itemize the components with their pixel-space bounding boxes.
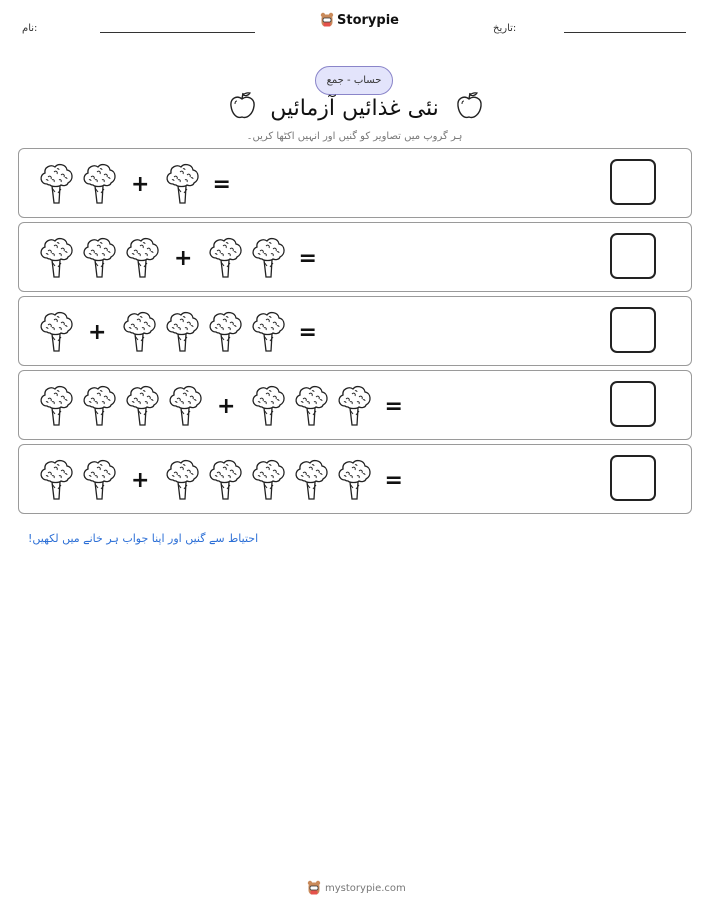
equals-sign: = — [298, 245, 317, 271]
broccoli-icon — [335, 458, 373, 502]
problem-row — [18, 296, 692, 366]
broccoli-icon — [80, 458, 118, 502]
problem-row — [18, 370, 692, 440]
broccoli-icon — [206, 236, 244, 280]
broccoli-icon — [249, 310, 287, 354]
problem-items — [37, 458, 403, 502]
broccoli-icon — [80, 236, 118, 280]
broccoli-icon — [120, 310, 158, 354]
broccoli-icon — [249, 384, 287, 428]
broccoli-icon — [123, 384, 161, 428]
plus-sign: + — [131, 467, 150, 493]
answer-box[interactable] — [610, 381, 656, 427]
equals-sign: = — [384, 393, 403, 419]
answer-box[interactable] — [610, 233, 656, 279]
problem-items — [37, 236, 317, 280]
equals-sign: = — [212, 171, 231, 197]
name-label: نام: — [22, 23, 38, 34]
brand-logo — [320, 12, 399, 28]
name-line[interactable] — [100, 32, 255, 33]
broccoli-icon — [206, 458, 244, 502]
broccoli-icon — [123, 236, 161, 280]
broccoli-icon — [335, 384, 373, 428]
footer-note: احتیاط سے گنیں اور اپنا جواب ہر خانے میں لکھیں! — [28, 532, 259, 545]
broccoli-icon — [37, 236, 75, 280]
brand-name: Storypie — [337, 12, 399, 28]
broccoli-icon — [37, 162, 75, 206]
broccoli-icon — [37, 384, 75, 428]
instruction-text: ہر گروپ میں تصاویر کو گنیں اور انہیں اکٹھا کریں۔ — [246, 131, 463, 142]
broccoli-icon — [166, 384, 204, 428]
answer-box[interactable] — [610, 455, 656, 501]
page-title: نئی غذائیں آزمائیں — [270, 96, 439, 121]
bear-logo-icon — [320, 12, 334, 28]
plus-sign: + — [174, 245, 193, 271]
problem-items — [37, 384, 403, 428]
plus-sign: + — [217, 393, 236, 419]
broccoli-icon — [163, 162, 201, 206]
date-line[interactable] — [564, 32, 686, 33]
broccoli-icon — [163, 458, 201, 502]
broccoli-icon — [37, 310, 75, 354]
broccoli-icon — [249, 236, 287, 280]
plus-sign: + — [88, 319, 107, 345]
broccoli-icon — [292, 384, 330, 428]
plus-sign: + — [131, 171, 150, 197]
broccoli-icon — [206, 310, 244, 354]
footer-url[interactable]: mystorypie.com — [325, 882, 406, 894]
broccoli-icon — [80, 384, 118, 428]
topic-badge: حساب - جمع — [315, 66, 393, 95]
apple-icon — [455, 90, 483, 120]
answer-box[interactable] — [610, 307, 656, 353]
date-label: تاریخ: — [493, 23, 517, 34]
broccoli-icon — [37, 458, 75, 502]
equals-sign: = — [298, 319, 317, 345]
broccoli-icon — [80, 162, 118, 206]
problem-row — [18, 444, 692, 514]
bear-logo-icon — [307, 880, 321, 896]
problem-row — [18, 148, 692, 218]
equals-sign: = — [384, 467, 403, 493]
answer-box[interactable] — [610, 159, 656, 205]
problem-row — [18, 222, 692, 292]
footer-brand — [307, 880, 406, 896]
problem-items — [37, 310, 317, 354]
problem-items — [37, 162, 231, 206]
broccoli-icon — [292, 458, 330, 502]
broccoli-icon — [163, 310, 201, 354]
broccoli-icon — [249, 458, 287, 502]
